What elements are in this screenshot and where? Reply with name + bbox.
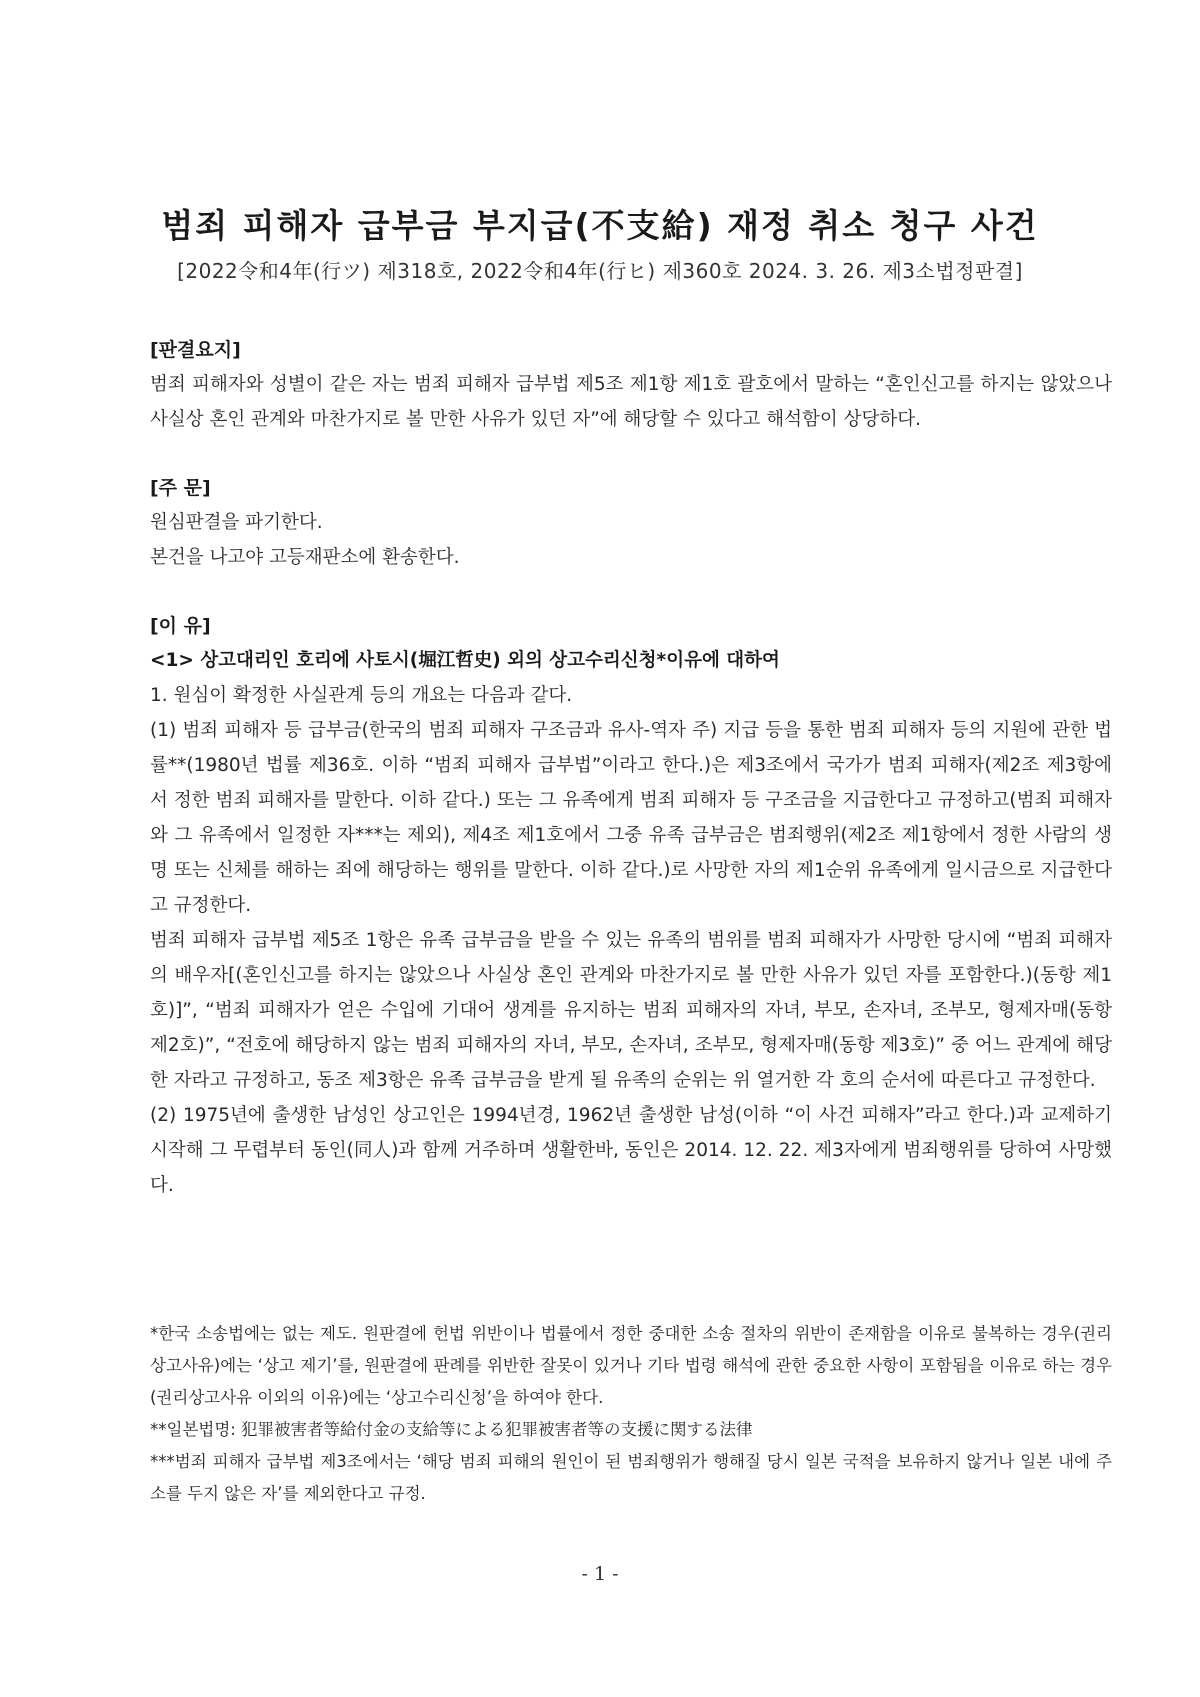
document-body <box>150 333 1112 1203</box>
page-number: - 1 - <box>581 1563 619 1585</box>
footnote: *한국 소송법에는 없는 제도. 원판결에 헌법 위반이나 법률에서 정한 중대한 소송 절차의 위반이 존재함을 이유로 불복하는 경우(권리상고사유)에는 ‘상고 제기’를, 원판결에 판례를 위반한 잘못이 있거나 기타 법령 해석에 관한 중요한 사항이 포함됨을 이유로 하는 경우(권리상고사유 이외의 이유)에는 ‘상고수리신청’을 하여야 한다. <box>150 1324 1112 1407</box>
footnote: ***범죄 피해자 급부법 제3조에서는 ‘해당 범죄 피해의 원인이 된 범죄행위가 행해질 당시 일본 국적을 보유하지 않거나 일본 내에 주소를 두지 않은 자’를 제외한다고 규정. <box>150 1452 1112 1503</box>
document-title: 범죄 피해자 급부금 부지급(不支給) 재정 취소 청구 사건 <box>161 206 1039 245</box>
reasons-paragraph: 범죄 피해자 급부법 제5조 1항은 유족 급부금을 받을 수 있는 유족의 범위를 범죄 피해자가 사망한 당시에 “범죄 피해자의 배우자[(혼인신고를 하지는 않았으나 사실상 혼인 관계와 마찬가지로 볼 만한 사유가 있던 자를 포함한다.)(동항 제1호)]”, “범죄 피해자가 얻은 수입에 기대어 생계를 유지하는 범죄 피해자의 자녀, 부모, 손자녀, 조부모, 형제자매(동항 제2호)”, “전호에 해당하지 않는 범죄 피해자의 자녀, 부모, 손자녀, 조부모, 형제자매(동항 제3호)” 중 어느 관계에 해당한 자라고 규정하고, 동조 제3항은 유족 급부금을 받게 될 유족의 순위는 위 열거한 각 호의 순서에 따른다고 규정한다. <box>150 930 1112 1091</box>
reasons-heading: [이 유] <box>150 615 211 637</box>
order-line: 본건을 나고야 고등재판소에 환송한다. <box>150 547 460 568</box>
summary-heading: [판결요지] <box>150 339 241 361</box>
section-spacer <box>150 437 1112 471</box>
footnote: **일본법명: 犯罪被害者等給付金の支給等による犯罪被害者等の支援に関する法律 <box>150 1420 753 1439</box>
case-citation: [2022令和4年(行ツ) 제318호, 2022令和4年(行ヒ) 제360호 2024. 3. 26. 제3소법정판결] <box>177 259 1023 283</box>
summary-text: 범죄 피해자와 성별이 같은 자는 범죄 피해자 급부법 제5조 제1항 제1호 괄호에서 말하는 “혼인신고를 하지는 않았으나 사실상 혼인 관계와 마찬가지로 볼 만한 사유가 있던 자”에 해당할 수 있다고 해석함이 상당하다. <box>150 374 1112 430</box>
order-heading: [주 문] <box>150 477 211 499</box>
order-line: 원심판결을 파기한다. <box>150 512 323 533</box>
reasons-paragraph: (1) 범죄 피해자 등 급부금(한국의 범죄 피해자 구조금과 유사-역자 주) 지급 등을 통한 범죄 피해자 등의 지원에 관한 법률**(1980년 법률 제36호. 이하 “범죄 피해자 급부법”이라고 한다.)은 제3조에서 국가가 범죄 피해자(제2조 제3항에서 정한 범죄 피해자를 말한다. 이하 같다.) 또는 그 유족에게 범죄 피해자 등 구조금을 지급한다고 규정하고(범죄 피해자와 그 유족에서 일정한 자***는 제외), 제4조 제1호에서 그중 유족 급부금은 범죄행위(제2조 제1항에서 정한 사람의 생명 또는 신체를 해하는 죄에 해당하는 행위를 말한다. 이하 같다.)로 사망한 자의 제1순위 유족에게 일시금으로 지급한다고 규정한다. <box>150 720 1112 916</box>
reasons-paragraph: 1. 원심이 확정한 사실관계 등의 개요는 다음과 같다. <box>150 685 573 706</box>
reasons-paragraph: (2) 1975년에 출생한 남성인 상고인은 1994년경, 1962년 출생한 남성(이하 “이 사건 피해자”라고 한다.)과 교제하기 시작해 그 무렵부터 동인(同人)과 함께 거주하며 생활한바, 동인은 2014. 12. 22. 제3자에게 범죄행위를 당하여 사망했다. <box>150 1105 1112 1196</box>
footnotes <box>150 1318 1112 1510</box>
reasons-subheading: <1> 상고대리인 호리에 사토시(堀江哲史) 외의 상고수리신청*이유에 대하여 <box>150 650 780 671</box>
section-spacer <box>150 575 1112 609</box>
